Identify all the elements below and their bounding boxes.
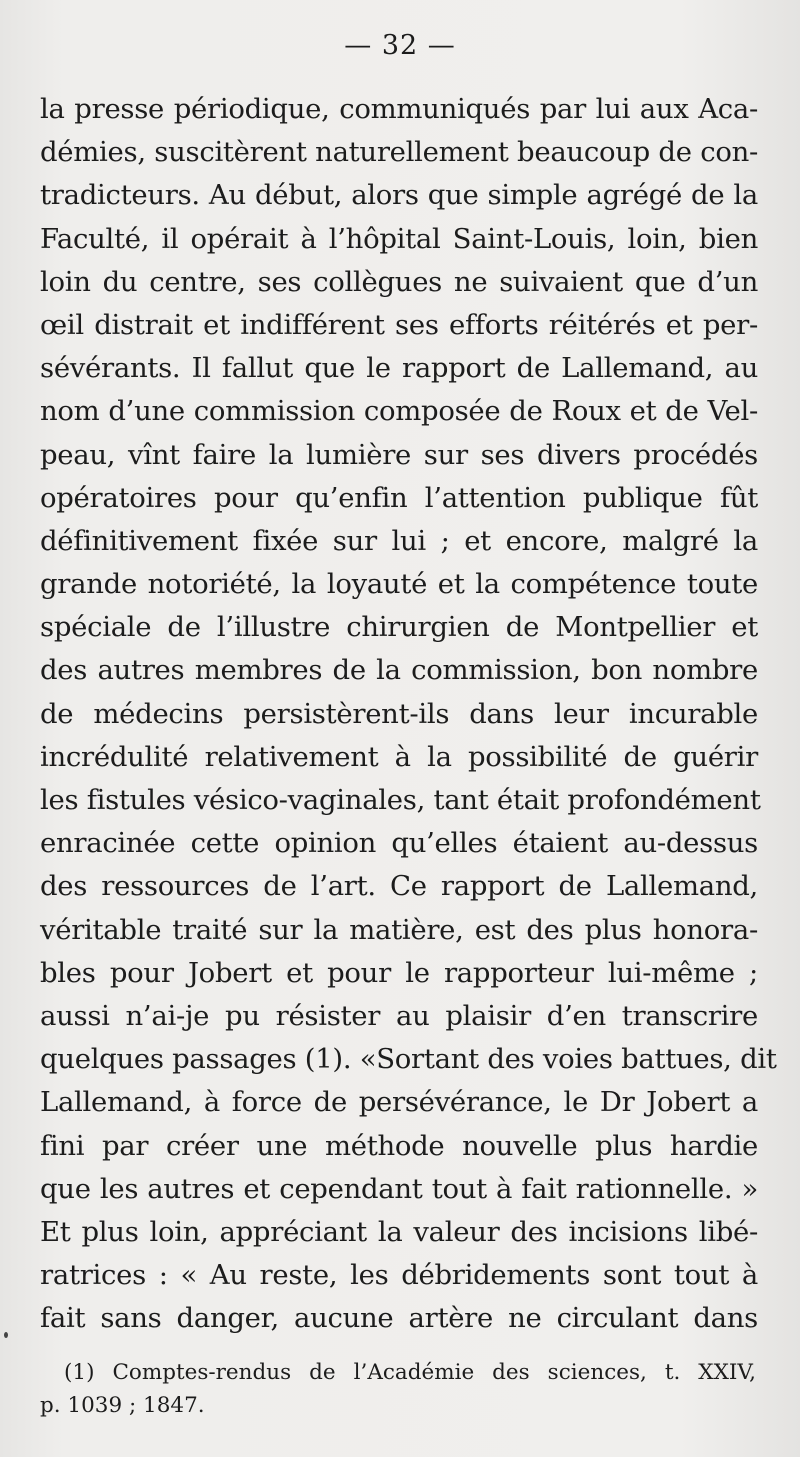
text-line: définitivement fixée sur lui ; et encore, malgré la (40, 524, 758, 557)
text-line: enracinée cette opinion qu’elles étaient au-dessus (40, 827, 758, 860)
text-line: fait sans danger, aucune artère ne circulant dans (40, 1302, 758, 1335)
footnote-line: (1) Comptes-rendus de l’Académie des sciences, t. XXIV, (64, 1360, 756, 1385)
text-line: des autres membres de la commission, bon nombre (40, 654, 758, 687)
text-line: grande notoriété, la loyauté et la compétence toute (40, 568, 758, 601)
footnote (40, 1356, 756, 1422)
text-line: des ressources de l’art. Ce rapport de Lallemand, (40, 870, 758, 903)
text-line: Faculté, il opérait à l’hôpital Saint-Louis, loin, bien (40, 222, 758, 255)
text-line: la presse périodique, communiqués par lui aux Aca- (40, 93, 758, 125)
text-line: tradicteurs. Au début, alors que simple agrégé de la (40, 179, 758, 212)
text-line: peau, vînt faire la lumière sur ses divers procédés (40, 438, 758, 471)
text-line: démies, suscitèrent naturellement beaucoup de con- (40, 136, 758, 169)
text-line: quelques passages (1). «Sortant des voies battues, dit (40, 1043, 777, 1076)
body-text (40, 88, 777, 1340)
text-line: les fistules vésico-vaginales, tant était profondément (40, 784, 761, 816)
text-line: nom d’une commission composée de Roux et de Vel- (40, 395, 758, 428)
page-number: — 32 — (344, 30, 456, 61)
text-line: œil distrait et indifférent ses efforts réitérés et per- (40, 308, 758, 341)
footnote-line: p. 1039 ; 1847. (40, 1393, 205, 1418)
text-line: de médecins persistèrent-ils dans leur incurable (40, 697, 758, 730)
text-line: ratrices : « Au reste, les débridements sont tout à (40, 1259, 758, 1292)
text-line: véritable traité sur la matière, est des plus honora- (40, 913, 758, 946)
text-line: spéciale de l’illustre chirurgien de Montpellier et (40, 611, 758, 644)
text-line: incrédulité relativement à la possibilité de guérir (40, 740, 758, 773)
text-line: loin du centre, ses collègues ne suivaient que d’un (40, 265, 758, 298)
text-line: bles pour Jobert et pour le rapporteur lui-même ; (40, 956, 758, 989)
text-line: sévérants. Il fallut que le rapport de Lallemand, au (40, 352, 758, 385)
text-line: fini par créer une méthode nouvelle plus hardie (40, 1129, 758, 1162)
ink-speck (4, 1332, 8, 1338)
text-line: Et plus loin, appréciant la valeur des incisions libé- (40, 1215, 758, 1248)
text-line: opératoires pour qu’enfin l’attention publique fût (40, 481, 758, 514)
text-line: Lallemand, à force de persévérance, le Dr Jobert a (40, 1086, 758, 1119)
text-line: que les autres et cependant tout à fait rationnelle. » (40, 1172, 758, 1205)
text-line: aussi n’ai-je pu résister au plaisir d’en transcrire (40, 999, 758, 1032)
